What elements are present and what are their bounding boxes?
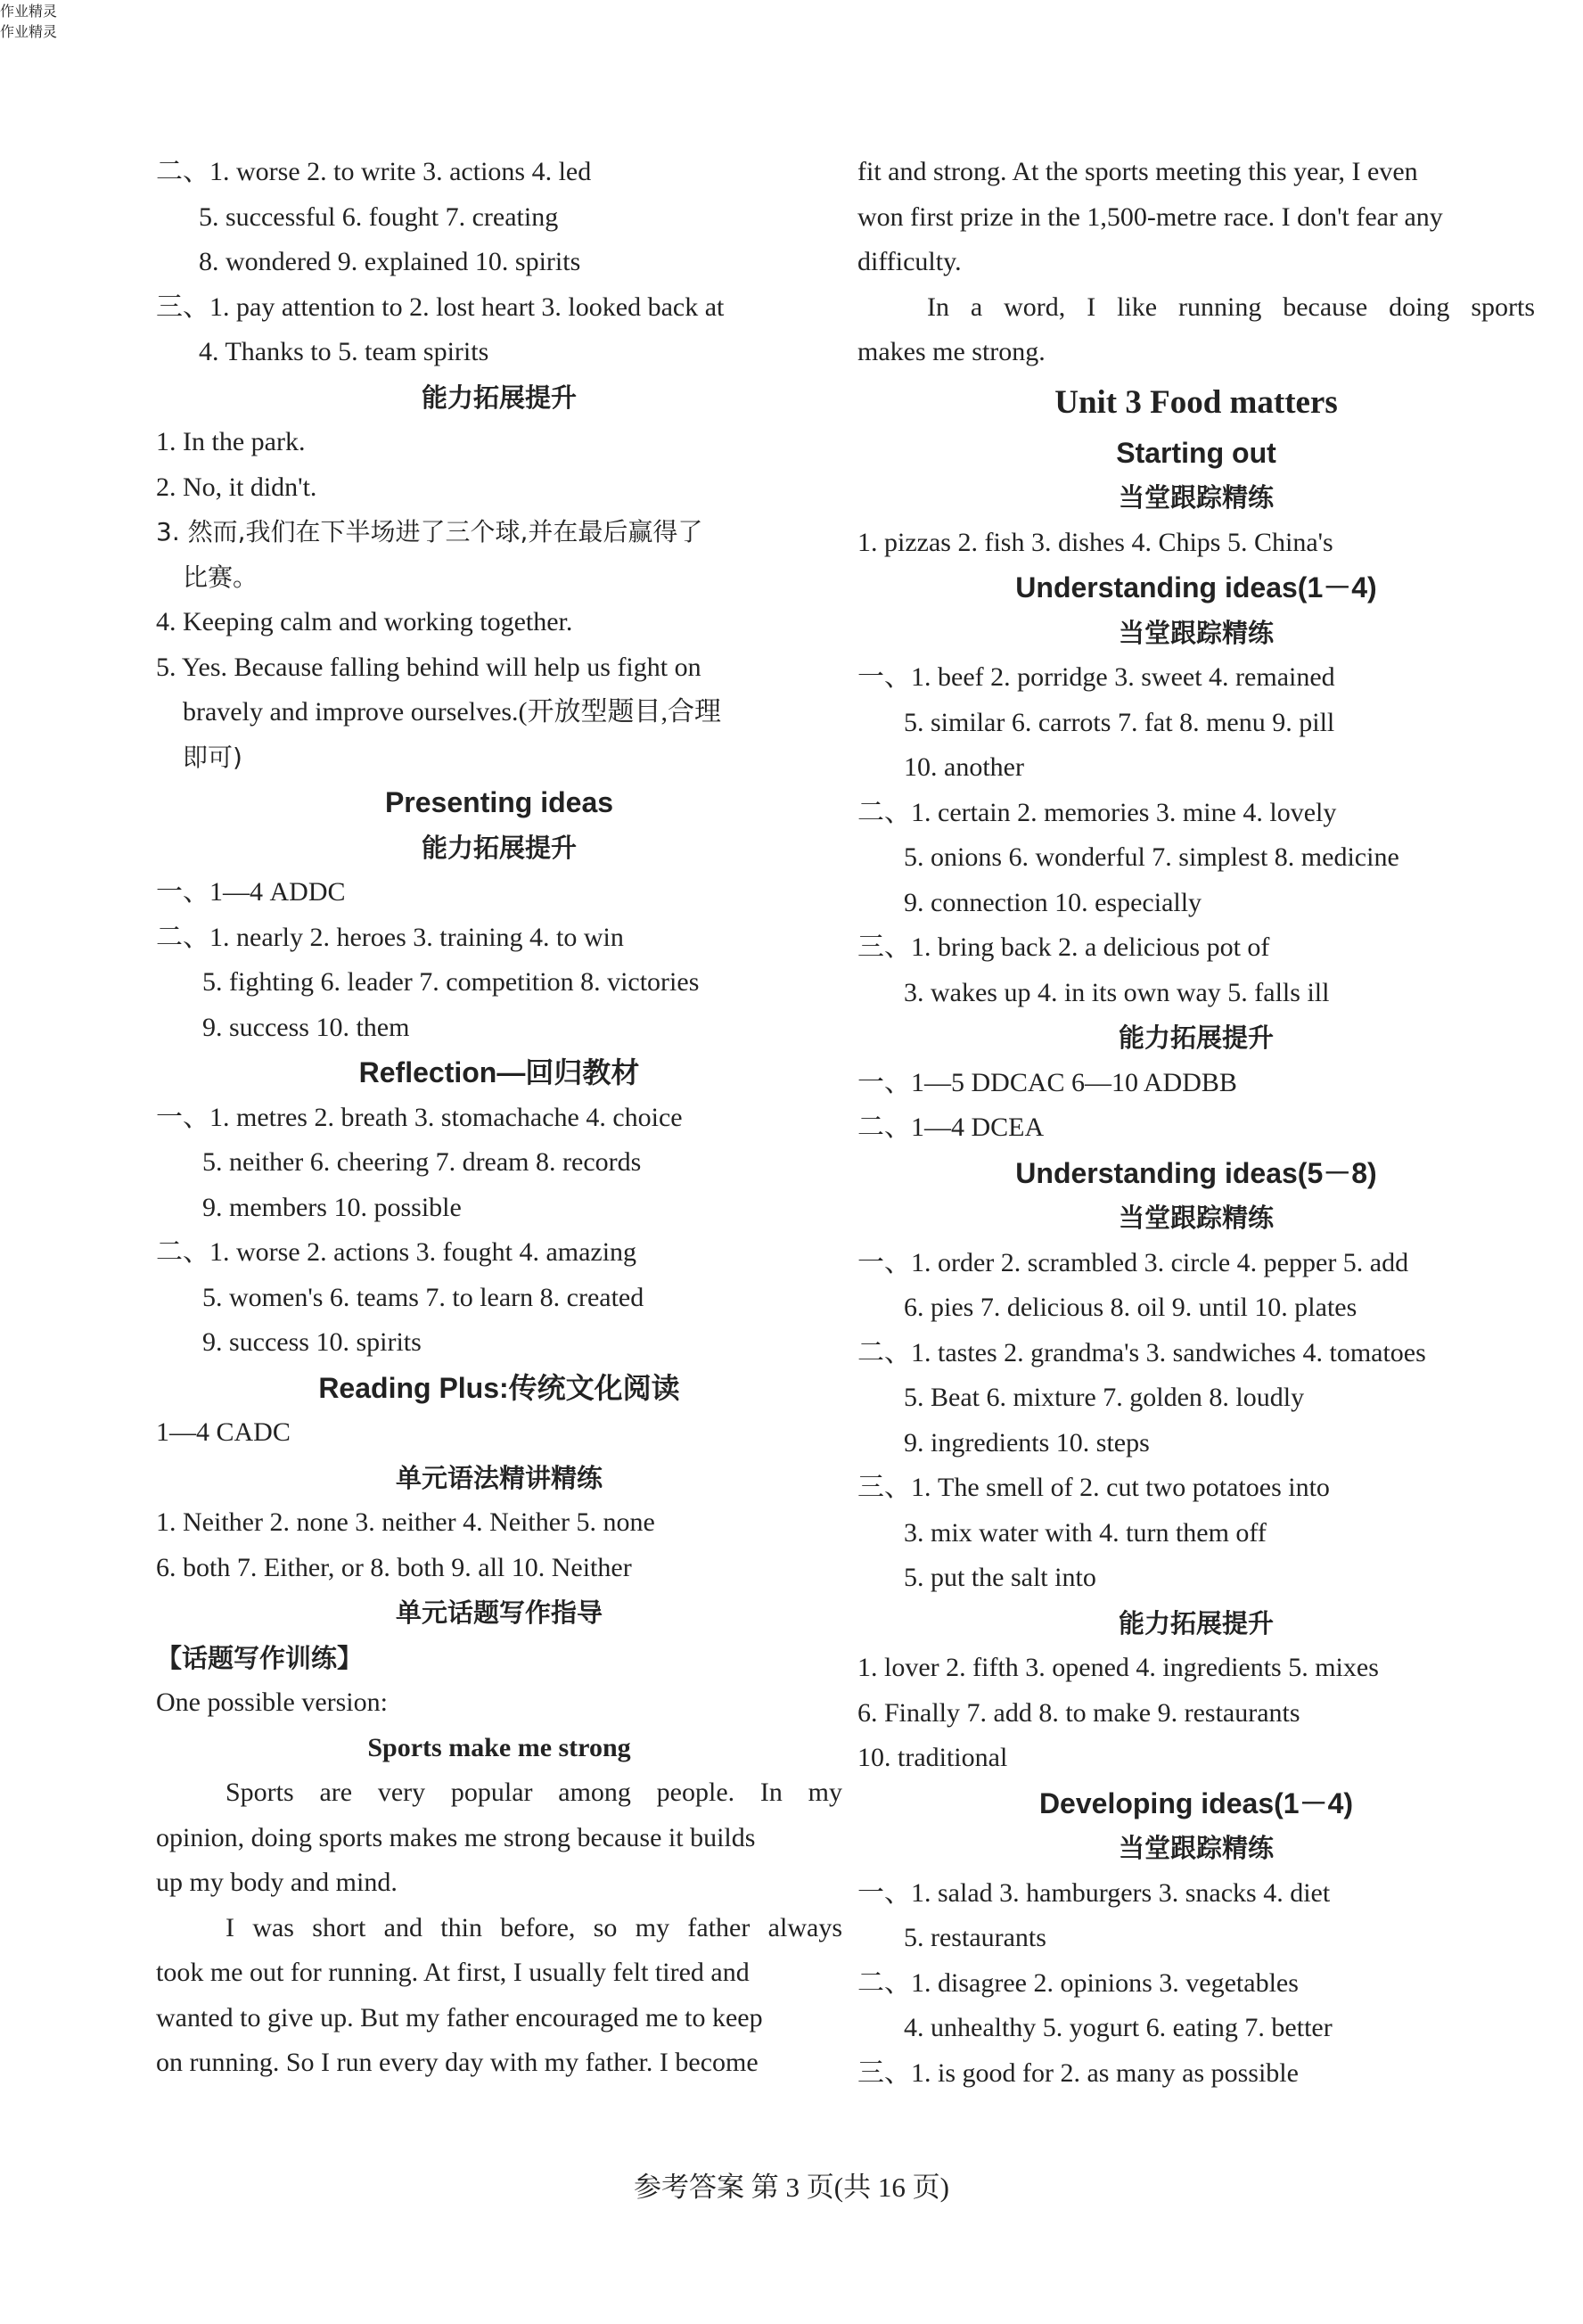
text-line: 一、1. salad 3. hamburgers 3. snacks 4. diet [857,1877,1331,1908]
text-line: 单元语法精讲精练 [395,1462,603,1493]
text-line: 三、1. pay attention to 2. lost heart 3. looked back at [156,292,725,322]
text-line: 1. Neither 2. none 3. neither 4. Neither 5. none [156,1507,655,1537]
text-line: 5. onions 6. wonderful 7. simplest 8. medicine [904,842,1399,872]
text-line: 能力拓展提升 [1118,1607,1274,1638]
left-column [156,150,842,2086]
text-line: 当堂跟踪精练 [1118,482,1274,513]
text-line: makes me strong. [857,337,1046,366]
text-line: Understanding ideas(1－4) [1015,571,1377,604]
text-line: 8. wondered 9. explained 10. spirits [199,247,581,276]
text-line: 5. fighting 6. leader 7. competition 8. victories [202,967,700,997]
text-line: 4. unhealthy 5. yogurt 6. eating 7. better [904,2013,1333,2042]
text-line: 二、1. nearly 2. heroes 3. training 4. to win [156,922,624,952]
text-line: 比赛。 [183,562,258,592]
text-line: 当堂跟踪精练 [1118,617,1274,648]
text-line: In a word, I like running because doing sports [927,292,1535,322]
text-line: 5. neither 6. cheering 7. dream 8. records [202,1147,642,1177]
text-line: 【话题写作训练】 [156,1642,364,1673]
text-line: Presenting ideas [384,786,614,818]
text-line: 当堂跟踪精练 [1118,1833,1274,1863]
text-line: 一、1. metres 2. breath 3. stomachache 4. choice [156,1102,683,1132]
text-line: took me out for running. At first, I usually felt tired and [156,1958,750,1987]
text-line: 5. similar 6. carrots 7. fat 8. menu 9. pill [904,707,1335,737]
text-line: 能力拓展提升 [1118,1022,1274,1053]
text-line: Sports make me strong [367,1732,631,1762]
text-line: 10. another [904,752,1024,782]
text-line: won first prize in the 1,500-metre race. I don't fear any [857,201,1443,232]
text-line: 9. connection 10. especially [904,887,1202,917]
text-line: Unit 3 Food matters [1054,383,1338,421]
text-line: opinion, doing sports makes me strong because it builds [156,1822,756,1852]
text-line: 4. Thanks to 5. team spirits [199,337,489,366]
text-line: 9. success 10. spirits [202,1327,422,1357]
text-line: 二、1. tastes 2. grandma's 3. sandwiches 4. tomatoes [857,1337,1426,1367]
text-line: 一、1. beef 2. porridge 3. sweet 4. remained [857,662,1335,692]
text-line: Sports are very popular among people. In my [226,1778,842,1807]
text-line: Reading Plus:传统文化阅读 [318,1371,680,1404]
text-line: Starting out [1116,436,1276,469]
text-line: 5. put the salt into [904,1563,1096,1592]
text-line: 6. Finally 7. add 8. to make 9. restaurants [857,1697,1300,1728]
text-line: on running. So I run every day with my father. I become [156,2048,759,2077]
text-line: 6. both 7. Either, or 8. both 9. all 10. Neither [156,1552,632,1582]
text-line: wanted to give up. But my father encouraged me to keep [156,2002,763,2032]
text-line: 1. In the park. [156,427,306,456]
text-line: 一、1—5 DDCAC 6—10 ADDBB [857,1067,1237,1097]
text-line: 2. No, it didn't. [156,472,317,502]
text-line: 能力拓展提升 [421,832,577,863]
text-line: up my body and mind. [156,1868,398,1897]
right-column [857,150,1535,2096]
text-line: 二、1. worse 2. actions 3. fought 4. amazing [156,1237,637,1267]
text-line: 5. successful 6. fought 7. creating [199,201,559,232]
text-line: 1. lover 2. fifth 3. opened 4. ingredients 5. mixes [857,1653,1379,1682]
text-line: 二、1. certain 2. memories 3. mine 4. lovely [857,797,1337,827]
text-line: 三、1. is good for 2. as many as possible [857,2057,1299,2088]
text-line: 3. mix water with 4. turn them off [904,1517,1267,1548]
text-line: 5. Yes. Because falling behind will help us fight on [156,652,701,682]
text-line: 1—4 CADC [156,1417,291,1447]
text-line: 能力拓展提升 [421,382,577,413]
text-line: fit and strong. At the sports meeting this year, I even [857,157,1418,186]
text-line: I was short and thin before, so my father always [226,1912,842,1942]
watermark: 作业精灵 [0,25,58,40]
text-line: difficulty. [857,247,962,276]
text-line: 一、1. order 2. scrambled 3. circle 4. pepper 5. add [857,1247,1409,1277]
text-line: 4. Keeping calm and working together. [156,607,573,636]
text-line: 单元话题写作指导 [395,1597,603,1628]
text-line: 3. wakes up 4. in its own way 5. falls ill [904,977,1330,1007]
text-line: 即可) [183,742,242,772]
text-line: 10. traditional [857,1743,1008,1772]
text-line: 9. success 10. them [202,1012,410,1042]
text-line: 当堂跟踪精练 [1118,1203,1274,1233]
text-line: 5. women's 6. teams 7. to learn 8. created [202,1282,644,1312]
watermark: 作业精灵 [0,4,58,20]
text-line: 二、1—4 DCEA [857,1113,1045,1142]
text-line: 三、1. bring back 2. a delicious pot of [857,932,1270,962]
text-line: 1. pizzas 2. fish 3. dishes 4. Chips 5. China's [857,527,1333,557]
text-line: Developing ideas(1－4) [1038,1786,1354,1819]
text-line: Understanding ideas(5－8) [1015,1156,1377,1189]
text-line: 6. pies 7. delicious 8. oil 9. until 10. plates [904,1293,1357,1322]
text-line: Reflection—回归教材 [358,1056,640,1088]
text-line: 二、1. disagree 2. opinions 3. vegetables [857,1967,1299,1998]
text-line: 9. ingredients 10. steps [904,1427,1150,1458]
text-line: 5. restaurants [904,1923,1046,1952]
text-line: 5. Beat 6. mixture 7. golden 8. loudly [904,1383,1305,1412]
text-line: 9. members 10. possible [202,1192,462,1222]
text-line: One possible version: [156,1688,388,1717]
text-line: 三、1. The smell of 2. cut two potatoes into [857,1473,1330,1502]
text-line: bravely and improve ourselves.(开放型题目,合理 [183,697,722,727]
page-footer: 参考答案 第 3 页(共 16 页) [634,2172,949,2203]
text-line: 二、1. worse 2. to write 3. actions 4. led [156,157,592,186]
text-line: 一、1—4 ADDC [156,877,346,907]
text-line: 3. 然而,我们在下半场进了三个球,并在最后赢得了 [156,517,703,546]
